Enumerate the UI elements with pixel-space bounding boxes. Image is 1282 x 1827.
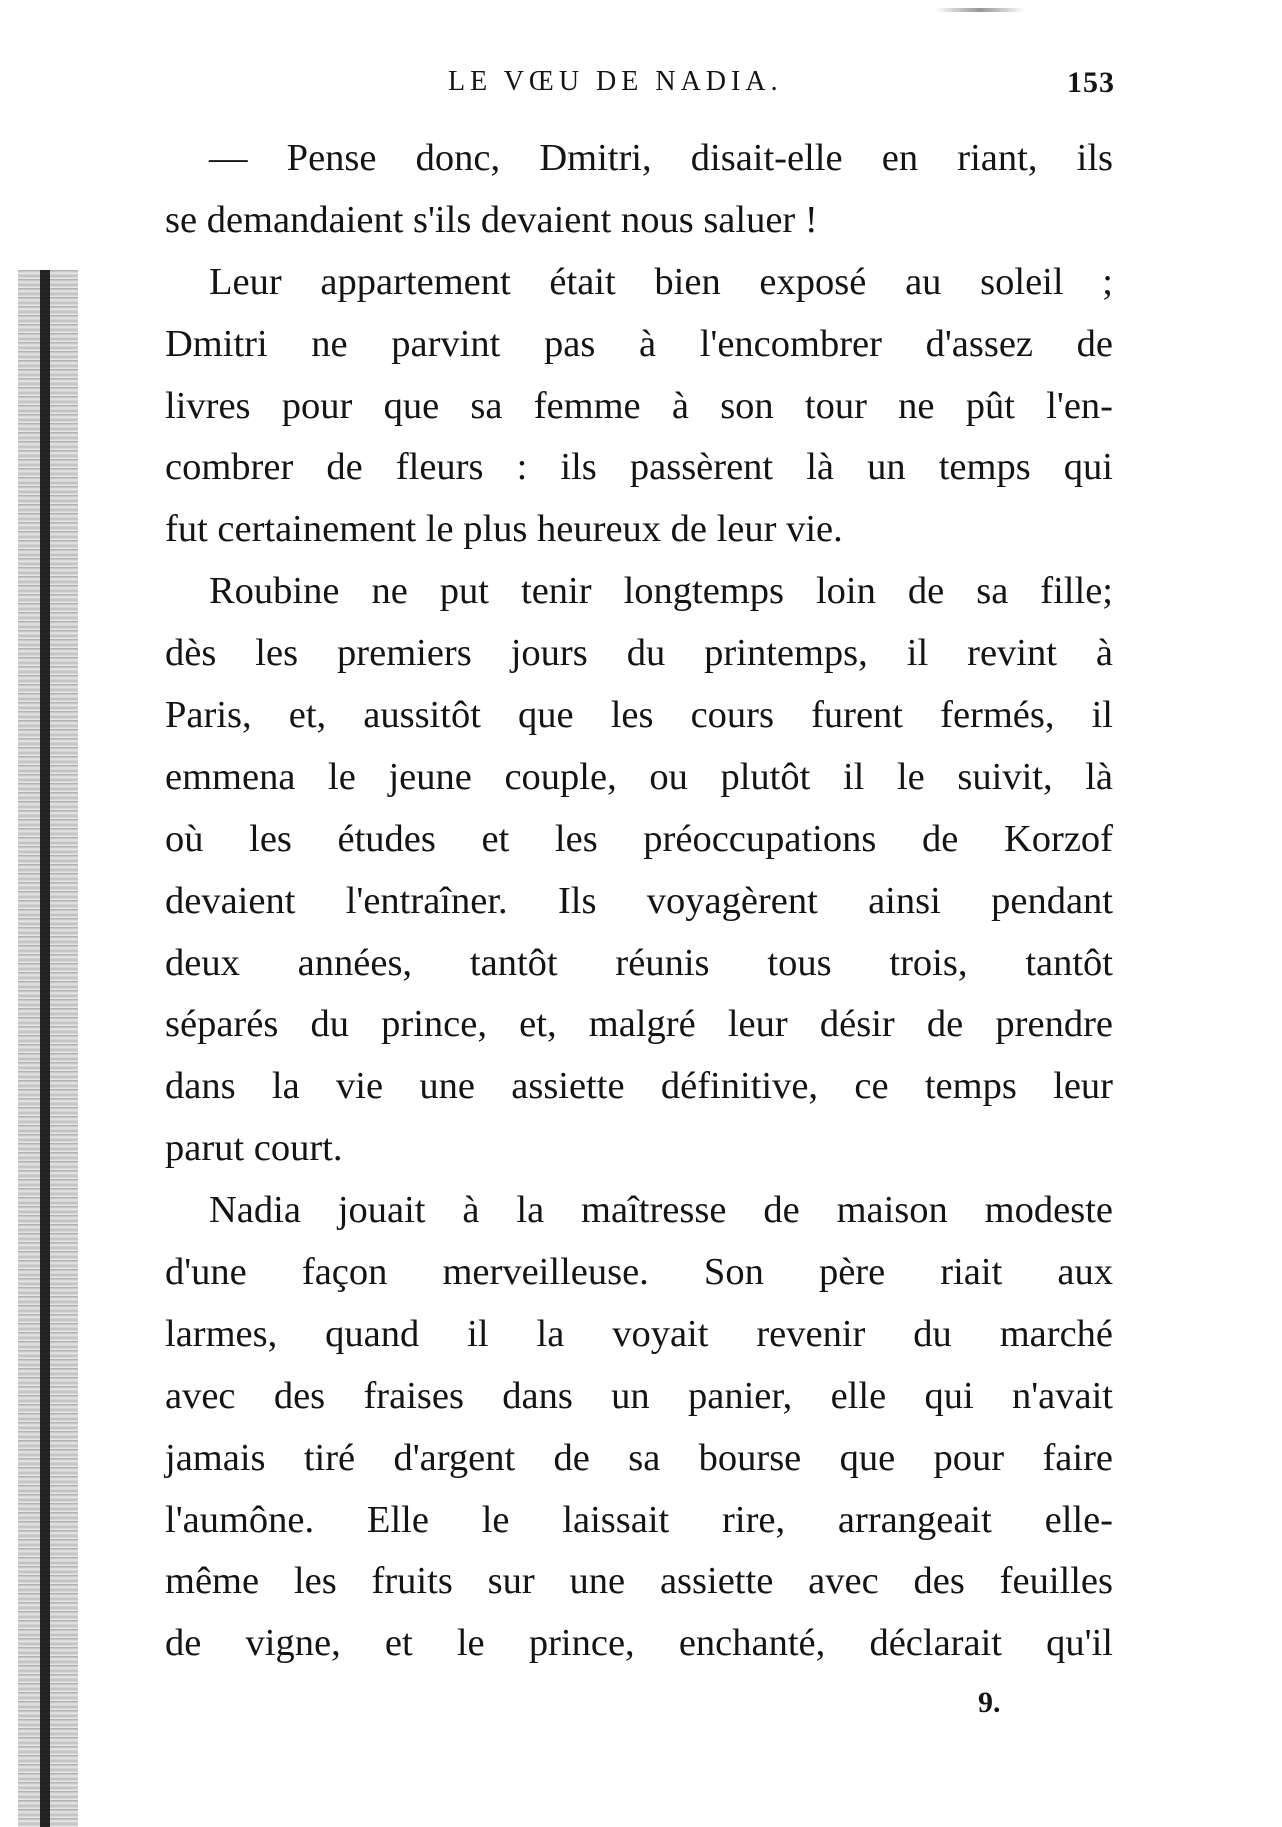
- body-text: [165, 128, 1113, 1675]
- text-line: fut certainement le plus heureux de leur vie.: [165, 508, 843, 551]
- text-line: devaient l'entraîner. Ils voyagèrent ainsi pendant: [165, 879, 1113, 922]
- text-line: larmes, quand il la voyait revenir du marché: [165, 1312, 1113, 1355]
- scan-smudge: [935, 8, 1025, 12]
- text-line: d'une façon merveilleuse. Son père riait aux: [165, 1251, 1113, 1294]
- text-line: Paris, et, aussitôt que les cours furent fermés, il: [165, 694, 1113, 737]
- text-line: l'aumône. Elle le laissait rire, arrangeait elle-: [165, 1498, 1113, 1541]
- text-line: avec des fraises dans un panier, elle qui n'avait: [165, 1374, 1113, 1417]
- text-line: séparés du prince, et, malgré leur désir de prendre: [165, 1003, 1113, 1046]
- text-line: de vigne, et le prince, enchanté, déclarait qu'il: [165, 1622, 1113, 1665]
- text-line: combrer de fleurs : ils passèrent là un temps qui: [165, 446, 1113, 489]
- text-line: Leur appartement était bien exposé au soleil ;: [209, 260, 1113, 303]
- text-line: jamais tiré d'argent de sa bourse que pour faire: [165, 1436, 1113, 1479]
- text-line: où les études et les préoccupations de Korzof: [165, 817, 1113, 860]
- text-line: deux années, tantôt réunis tous trois, tantôt: [165, 941, 1113, 984]
- signature-mark: 9.: [978, 1686, 1001, 1719]
- text-line: dans la vie une assiette définitive, ce temps leur: [165, 1065, 1113, 1108]
- text-line: emmena le jeune couple, ou plutôt il le suivit, là: [165, 755, 1113, 798]
- text-line: dès les premiers jours du printemps, il revint à: [165, 632, 1113, 675]
- page-number: 153: [1067, 66, 1115, 99]
- text-line: Nadia jouait à la maîtresse de maison modeste: [209, 1189, 1113, 1232]
- text-line: — Pense donc, Dmitri, disait-elle en riant, ils: [209, 137, 1113, 179]
- running-title: LE VŒU DE NADIA.: [448, 66, 783, 97]
- text-line: Roubine ne put tenir longtemps loin de sa fille;: [209, 570, 1113, 613]
- text-line: Dmitri ne parvint pas à l'encombrer d'assez de: [165, 322, 1113, 365]
- text-line: parut court.: [165, 1127, 343, 1170]
- book-binding-edge: [40, 270, 50, 1827]
- text-line: se demandaient s'ils devaient nous saluer !: [165, 198, 818, 241]
- text-line: même les fruits sur une assiette avec des feuilles: [165, 1560, 1113, 1603]
- running-head: [160, 66, 1115, 106]
- text-line: livres pour que sa femme à son tour ne pût l'en-: [165, 384, 1113, 427]
